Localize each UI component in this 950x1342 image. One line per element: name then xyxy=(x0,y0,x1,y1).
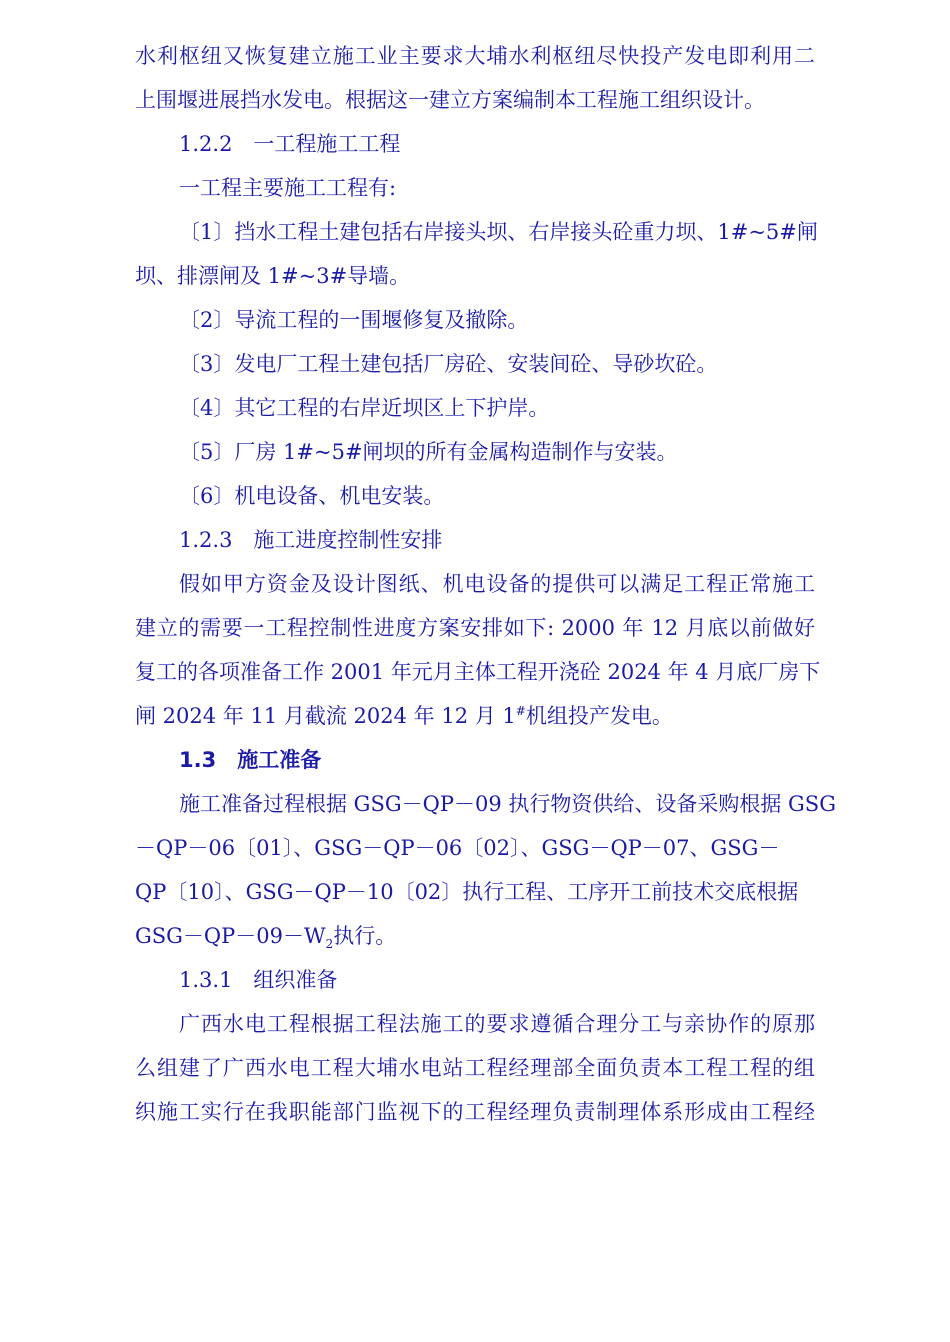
section-heading-1-2-2: 1.2.2 一工程施工工程 xyxy=(179,132,401,156)
document-page xyxy=(135,34,836,1134)
section-heading-1-3-1: 1.3.1 组织准备 xyxy=(179,968,338,992)
paragraph-line: 织施工实行在我职能部门监视下的工程经理负责制理体系形成由工程经 xyxy=(135,1100,815,1124)
paragraph-line: QP〔10〕、GSG－QP－10〔02〕执行工程、工序开工前技术交底根据 xyxy=(135,880,799,904)
paragraph-line: 广西水电工程根据工程法施工的要求遵循合理分工与亲协作的原那 xyxy=(179,1012,815,1036)
line-text: 机组投产发电。 xyxy=(525,704,673,728)
paragraph-line: 坝、排漂闸及 1#~3#导墙。 xyxy=(135,264,411,288)
section-heading-1-3: 1.3 施工准备 xyxy=(179,748,322,772)
paragraph-line: －QP－06〔01〕、GSG－QP－06〔02〕、GSG－QP－07、GSG－ xyxy=(135,836,780,860)
list-item-1: 〔1〕挡水工程土建包括右岸接头坝、右岸接头砼重力坝、1#~5#闸 xyxy=(179,220,818,244)
paragraph-line xyxy=(135,694,815,738)
list-item-3: 〔3〕发电厂工程土建包括厂房砼、安装间砼、导砂坎砼。 xyxy=(179,352,718,376)
paragraph-line: 建立的需要一工程控制性进度方案安排如下: 2000 年 12 月底以前做好 xyxy=(135,616,815,640)
section-heading-1-2-3: 1.2.3 施工进度控制性安排 xyxy=(179,528,443,552)
paragraph-line: 假如甲方资金及设计图纸、机电设备的提供可以满足工程正常施工 xyxy=(179,572,815,596)
paragraph-line xyxy=(135,914,815,958)
subscript-mark: 2 xyxy=(325,937,334,952)
list-item-5: 〔5〕厂房 1#~5#闸坝的所有金属构造制作与安装。 xyxy=(179,440,678,464)
list-item-4: 〔4〕其它工程的右岸近坝区上下护岸。 xyxy=(179,396,550,420)
list-item-6: 〔6〕机电设备、机电安装。 xyxy=(179,484,445,508)
paragraph-line: 上围堰进展挡水发电。根据这一建立方案编制本工程施工组织设计。 xyxy=(135,88,765,112)
paragraph-line: 一工程主要施工工程有: xyxy=(179,176,397,200)
paragraph-line: 水利枢纽又恢复建立施工业主要求大埔水利枢纽尽快投产发电即利用二 xyxy=(135,44,815,68)
paragraph-line: 施工准备过程根据 GSG－QP－09 执行物资供给、设备采购根据 GSG xyxy=(179,792,836,816)
paragraph-line: 么组建了广西水电工程大埔水电站工程经理部全面负责本工程工程的组 xyxy=(135,1056,815,1080)
superscript-mark: # xyxy=(515,704,526,718)
paragraph-line: 复工的各项准备工作 2001 年元月主体工程开浇砼 2024 年 4 月底厂房下 xyxy=(135,660,821,684)
list-item-2: 〔2〕导流工程的一围堰修复及撤除。 xyxy=(179,308,529,332)
line-text: 闸 2024 年 11 月截流 2024 年 12 月 1 xyxy=(135,704,516,728)
line-text: GSG－QP－09－W xyxy=(135,924,326,948)
line-text: 执行。 xyxy=(333,924,397,948)
